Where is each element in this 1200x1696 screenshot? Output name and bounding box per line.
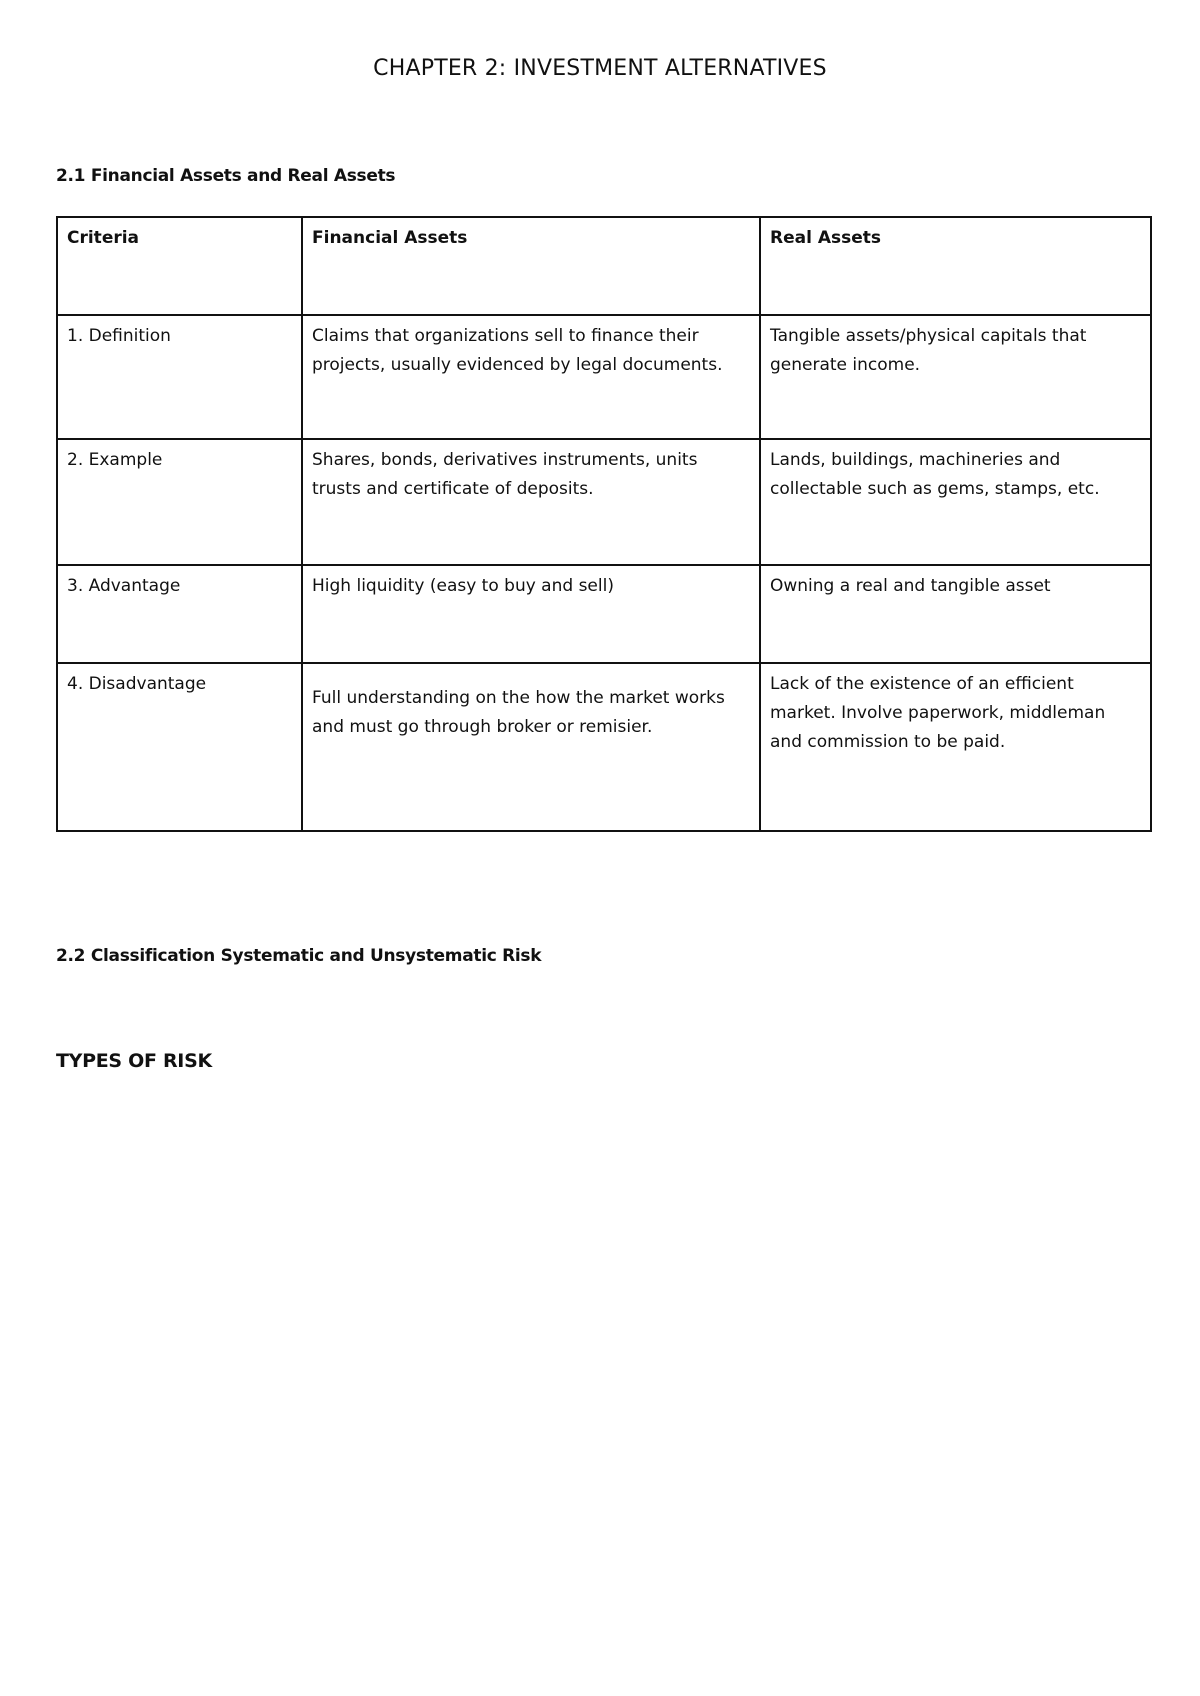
section-heading-risk-classification: 2.2 Classification Systematic and Unsystematic Risk (56, 946, 542, 966)
table-row (57, 663, 1151, 831)
financial-cell: Full understanding on the how the market works and must go through broker or remisier. (302, 663, 760, 831)
financial-cell: Claims that organizations sell to finance their projects, usually evidenced by legal documents. (302, 315, 760, 439)
header-financial-assets: Financial Assets (302, 217, 760, 315)
table-row (57, 315, 1151, 439)
real-cell: Owning a real and tangible asset (760, 565, 1151, 663)
section-heading-financial-real-assets: 2.1 Financial Assets and Real Assets (56, 166, 396, 186)
table-header-row (57, 217, 1151, 315)
criteria-cell: 3. Advantage (57, 565, 302, 663)
financial-cell: High liquidity (easy to buy and sell) (302, 565, 760, 663)
criteria-cell: 2. Example (57, 439, 302, 565)
table-row (57, 439, 1151, 565)
header-real-assets: Real Assets (760, 217, 1151, 315)
real-cell: Lack of the existence of an efficient market. Involve paperwork, middleman and commission to be paid. (760, 663, 1151, 831)
page-title: CHAPTER 2: INVESTMENT ALTERNATIVES (373, 56, 827, 81)
assets-comparison-table (56, 216, 1152, 832)
real-cell: Lands, buildings, machineries and collectable such as gems, stamps, etc. (760, 439, 1151, 565)
criteria-cell: 1. Definition (57, 315, 302, 439)
financial-cell: Shares, bonds, derivatives instruments, units trusts and certificate of deposits. (302, 439, 760, 565)
header-criteria: Criteria (57, 217, 302, 315)
criteria-cell: 4. Disadvantage (57, 663, 302, 831)
table-row (57, 565, 1151, 663)
real-cell: Tangible assets/physical capitals that generate income. (760, 315, 1151, 439)
types-of-risk-heading: TYPES OF RISK (56, 1050, 212, 1072)
